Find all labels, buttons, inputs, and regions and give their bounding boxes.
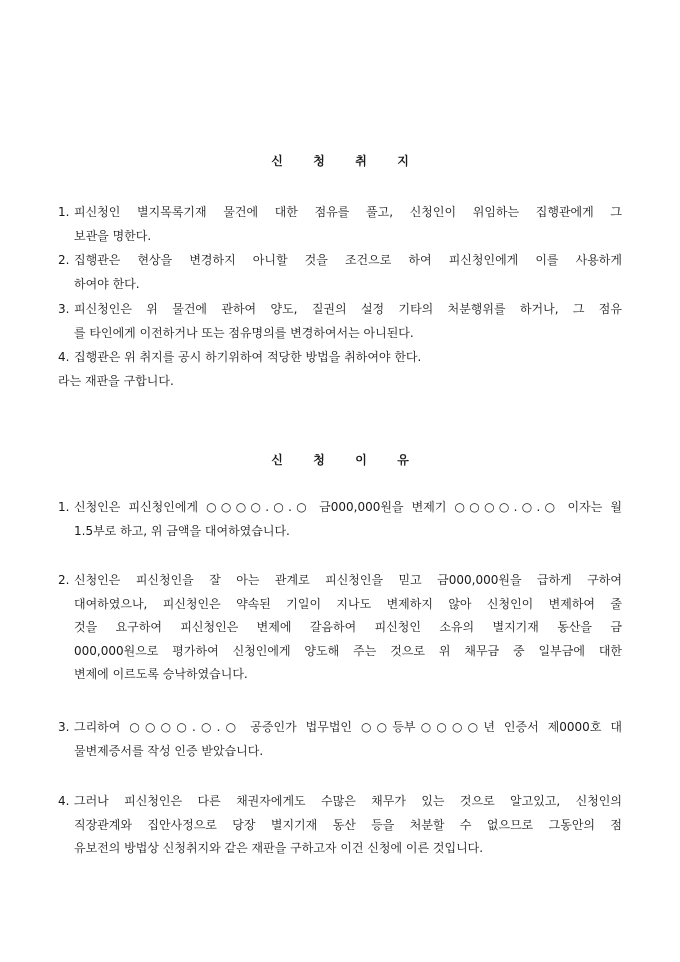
item-line: 집행관은 위 취지를 공시 하기위하여 적당한 방법을 취하여야 한다. [74,350,422,364]
heading-char: 유 [397,453,409,467]
heading-char: 이 [355,453,367,467]
item-number: 4. [58,350,70,364]
closing-request-text: 라는 재판을 구합니다. [58,374,174,388]
item-line: 보관을 명한다. [74,228,152,243]
item-line: 그러나 피신청인은 다른 채권자에게도 수많은 채무가 있는 것으로 알고있고, 신청인의 [74,794,622,808]
purpose-item-3 [58,298,622,345]
item-line: 하여야 한다. [74,276,140,291]
reason-item-2 [58,569,622,687]
item-number: 3. [58,302,70,316]
heading-char: 신 [271,453,283,467]
heading-char: 청 [313,154,325,168]
item-line: 1.5부로 하고, 위 금액을 대여하였습니다. [74,523,290,538]
item-line: 000,000원으로 평가하여 신청인에게 양도해 주는 것으로 위 채무금 중 일부금에 대한 [74,643,622,658]
reason-item-1 [58,496,622,543]
heading-char: 청 [313,453,325,467]
item-line: 를 타인에게 이전하거나 또는 점유명의를 변경하여서는 아니된다. [74,325,414,340]
item-line: 피신청인 별지목록기재 물건에 대한 점유를 풀고, 신청인이 위임하는 집행관에게 그 [74,205,622,219]
item-line: 직장관계와 집안사정으로 당장 별지기재 동산 등을 처분할 수 없으므로 그동안의 점 [74,817,622,832]
item-line: 물변제증서를 작성 인증 받았습니다. [74,743,264,758]
purpose-item-4 [58,346,622,370]
item-number: 1. [58,500,70,514]
item-line: 유보전의 방법상 신청취지와 같은 재판을 구하고자 이건 신청에 이른 것입니다. [74,841,484,855]
heading-char: 취 [355,154,367,168]
item-line: 신청인은 피신청인을 잘 아는 관계로 피신청인을 믿고 금000,000원을 급하게 구하여 [74,573,622,587]
item-number: 2. [58,253,70,267]
section-heading-application-purpose [0,152,680,169]
purpose-item-1 [58,201,622,248]
section-heading-application-reasons [0,451,680,468]
item-line: 것을 요구하여 피신청인은 변제에 갈음하여 피신청인 소유의 별지기재 동산을 금 [74,620,622,634]
item-line: 변제에 이르도록 승낙하였습니다. [74,667,248,681]
item-number: 1. [58,205,70,219]
reason-item-4 [58,790,622,861]
item-line: 피신청인은 위 물건에 관하여 양도, 질권의 설정 기타의 처분행위를 하거나, 그 점유 [74,302,622,316]
heading-char: 신 [271,154,283,168]
item-line: 대여하였으나, 피신청인은 약속된 기일이 지나도 변제하지 않아 신청인이 변제하여 줄 [74,596,622,611]
item-line: 집행관은 현상을 변경하지 아니할 것을 조건으로 하여 피신청인에게 이를 사용하게 [74,253,622,267]
reason-item-3 [58,716,622,763]
item-line: 신청인은 피신청인에게 ○○○○.○.○ 금000,000원을 변제기 ○○○○.○.○ 이자는 월 [74,500,622,514]
item-number: 3. [58,720,70,734]
heading-char: 지 [397,154,409,168]
item-line: 그리하여 ○○○○.○.○ 공증인가 법무법인 ○○등부○○○○년 인증서 제0000호 대 [74,720,622,734]
purpose-item-2 [58,249,622,296]
item-number: 2. [58,573,70,587]
item-number: 4. [58,794,70,808]
